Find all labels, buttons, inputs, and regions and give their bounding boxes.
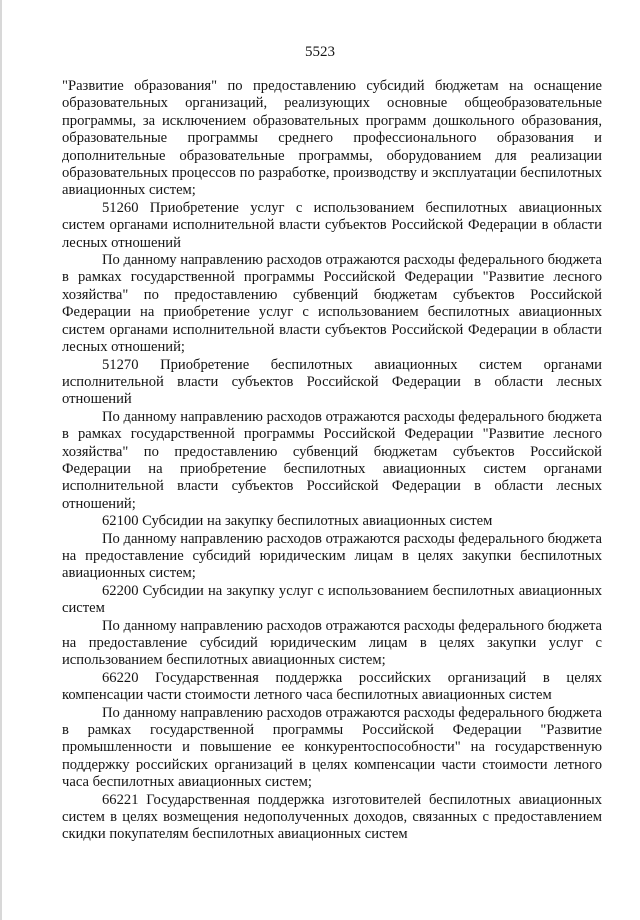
paragraph-8: 62200 Субсидии на закупку услуг с использованием беспилотных авиационных систем (62, 582, 602, 617)
page-number: 5523 (305, 44, 335, 60)
paragraph-11: По данному направлению расходов отражаются расходы федерального бюджета в рамках государственной программы Российской Федерации "Развитие промышленности и повышение ее конкурентоспособности" на государственную поддержку российских организаций в целях компенсации части стоимости летного часа беспилотных авиационных систем; (62, 704, 602, 791)
paragraph-6: 62100 Субсидии на закупку беспилотных авиационных систем (102, 513, 493, 530)
paragraph-3: По данному направлению расходов отражаются расходы федерального бюджета в рамках государственной программы Российской Федерации "Развитие лесного хозяйства" по предоставлению субвенций бюджетам субъектов Российской Федерации на приобретение услуг с использованием беспилотных авиационных систем органами исполнительной власти субъектов Российской Федерации в области лесных отношений; (62, 252, 602, 356)
paragraph-4: 51270 Приобретение беспилотных авиационных систем органами исполнительной власти субъектов Российской Федерации в области лесных отношений (62, 356, 602, 408)
paragraph-9: По данному направлению расходов отражаются расходы федерального бюджета на предоставление субсидий юридическим лицам в целях закупки услуг с использованием беспилотных авиационных систем; (62, 617, 602, 669)
scan-edge (0, 0, 2, 920)
paragraph-1: "Развитие образования" по предоставлению субсидий бюджетам на оснащение образовательных организаций, реализующих основные общеобразовательные программы, за исключением образовательных программ дошкольного образования, образовательные программы среднего профессионального образования и дополнительные образовательные программы, оборудованием для реализации образовательных процессов по разработке, производству и эксплуатации беспилотных авиационных систем; (62, 78, 602, 199)
paragraph-5: По данному направлению расходов отражаются расходы федерального бюджета в рамках государственной программы Российской Федерации "Развитие лесного хозяйства" по предоставлению субвенций бюджетам субъектов Российской Федерации на приобретение беспилотных авиационных систем органами исполнительной власти субъектов Российской Федерации в области лесных отношений; (62, 408, 602, 512)
paragraph-10: 66220 Государственная поддержка российских организаций в целях компенсации части стоимости летного часа беспилотных авиационных систем (62, 669, 602, 704)
paragraph-12: 66221 Государственная поддержка изготовителей беспилотных авиационных систем в целях возмещения недополученных доходов, связанных с предоставлением скидки покупателям беспилотных авиационных систем (62, 791, 602, 843)
paragraph-2: 51260 Приобретение услуг с использованием беспилотных авиационных систем органами исполнительной власти субъектов Российской Федерации в области лесных отношений (62, 199, 602, 251)
paragraph-7: По данному направлению расходов отражаются расходы федерального бюджета на предоставление субсидий юридическим лицам в целях закупки беспилотных авиационных систем; (62, 530, 602, 582)
document-body (62, 78, 602, 844)
